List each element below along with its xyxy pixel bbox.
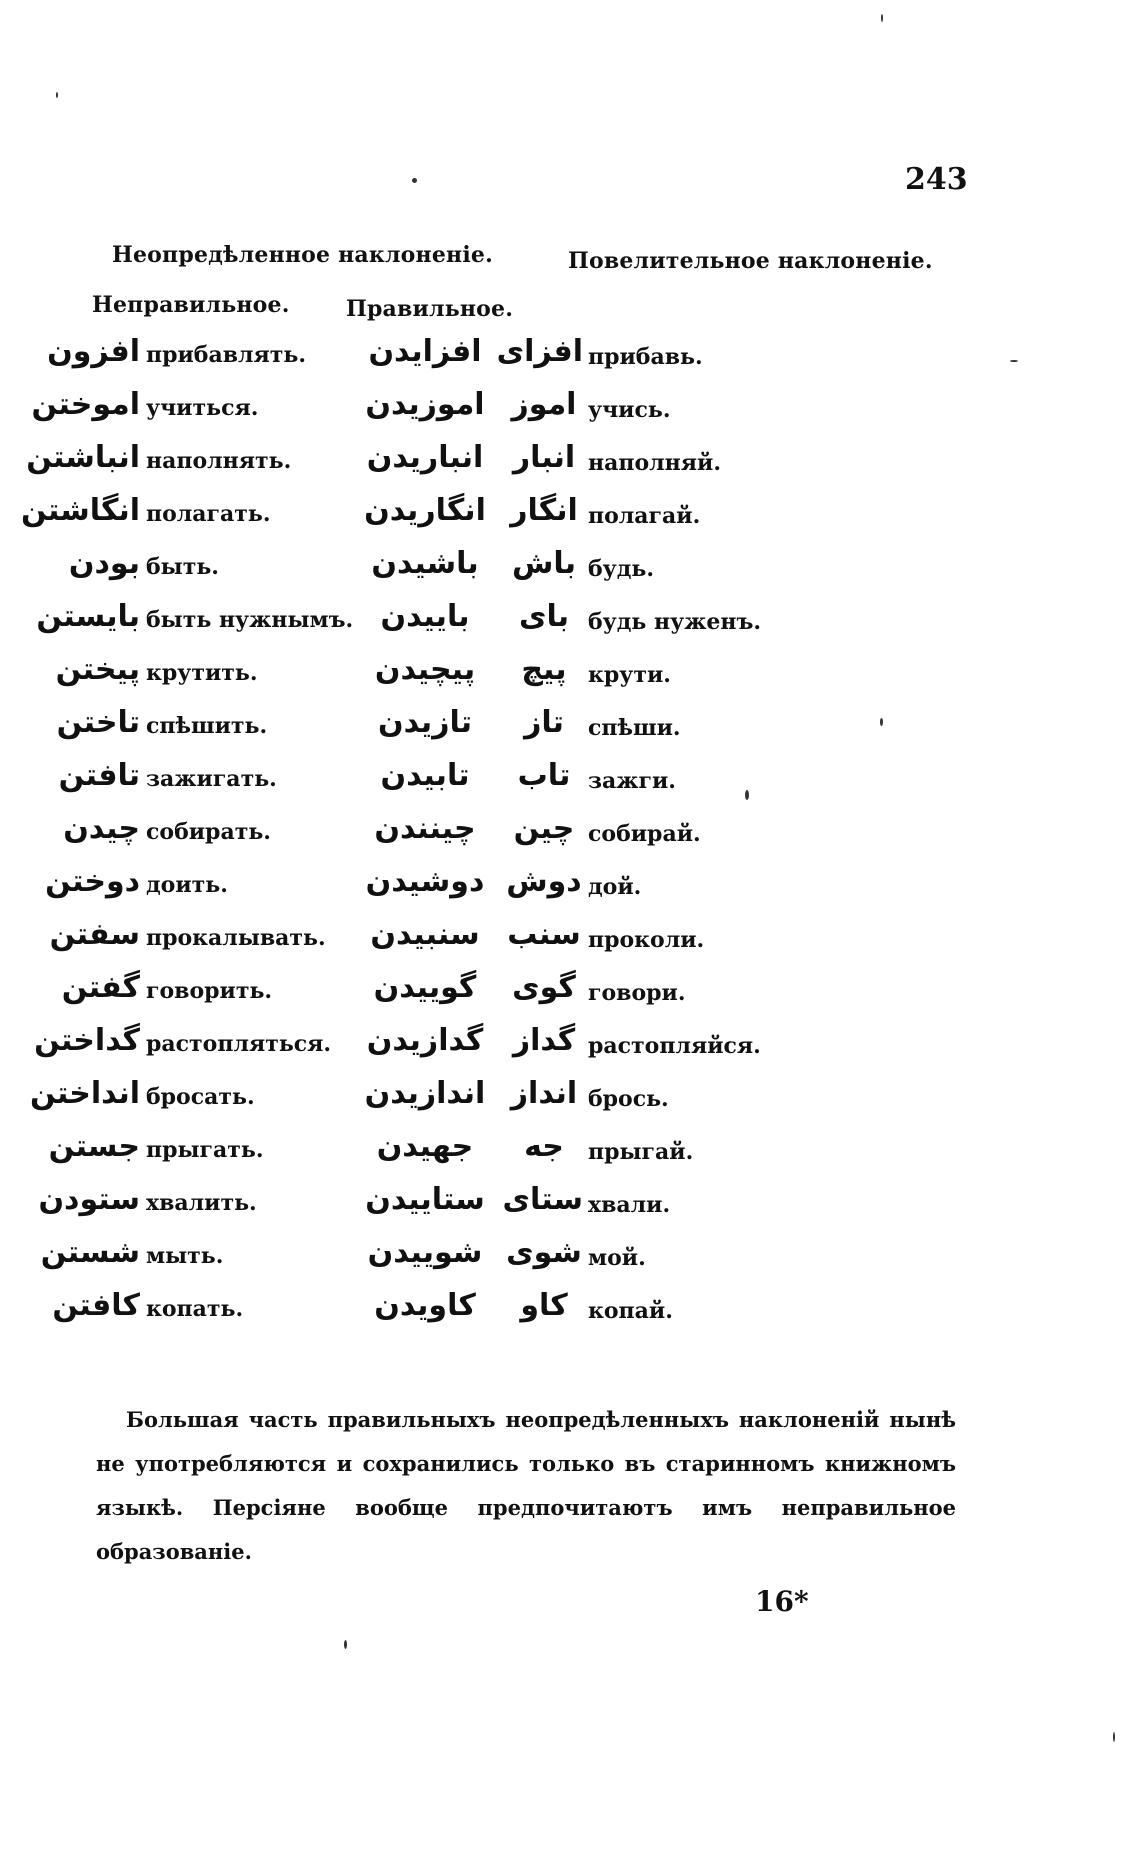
irregular-persian: افزون bbox=[47, 334, 140, 369]
print-speck bbox=[56, 92, 58, 98]
regular-persian: شوییدن bbox=[367, 1235, 483, 1270]
print-speck bbox=[1010, 360, 1018, 362]
imperative-persian: باش bbox=[512, 546, 576, 581]
imperative-persian: انگار bbox=[510, 493, 578, 528]
regular-persian: اموزیدن bbox=[365, 387, 485, 422]
verb-row bbox=[0, 330, 1140, 383]
regular-persian: ستاییدن bbox=[365, 1182, 485, 1217]
irregular-russian: хвалить. bbox=[146, 1190, 257, 1216]
header-regular: Правильное. bbox=[346, 296, 514, 322]
imperative-russian: крути. bbox=[588, 662, 671, 688]
irregular-russian: быть нужнымъ. bbox=[146, 607, 354, 633]
irregular-persian: گفتن bbox=[61, 970, 140, 1005]
imperative-russian: учись. bbox=[588, 397, 671, 423]
regular-persian: گوییدن bbox=[373, 970, 477, 1005]
imperative-persian: افزای bbox=[496, 334, 583, 369]
verb-row bbox=[0, 701, 1140, 754]
regular-persian: اندازیدن bbox=[364, 1076, 486, 1111]
irregular-persian: دوختن bbox=[45, 864, 140, 899]
verb-row bbox=[0, 436, 1140, 489]
imperative-persian: چین bbox=[513, 811, 575, 846]
explanatory-note: Большая часть правильныхъ неопредѣленныхъ наклоненій нынѣ не употребляются и сохранились только въ старинномъ книжномъ языкѣ. Персіяне вообще предпочитаютъ имъ неправильное образованіе. bbox=[96, 1407, 956, 1564]
irregular-persian: چیدن bbox=[63, 811, 140, 846]
verb-row bbox=[0, 1125, 1140, 1178]
irregular-russian: бросать. bbox=[146, 1084, 255, 1110]
verb-row bbox=[0, 860, 1140, 913]
regular-persian: انباریدن bbox=[366, 440, 484, 475]
irregular-russian: полагать. bbox=[146, 501, 271, 527]
verb-row bbox=[0, 913, 1140, 966]
imperative-russian: проколи. bbox=[588, 927, 705, 953]
imperative-russian: мой. bbox=[588, 1245, 646, 1271]
imperative-persian: اموز bbox=[511, 387, 577, 422]
irregular-persian: تافتن bbox=[58, 758, 140, 793]
print-speck bbox=[880, 718, 883, 726]
irregular-russian: говорить. bbox=[146, 978, 273, 1004]
irregular-persian: پیختن bbox=[55, 652, 140, 687]
irregular-russian: прыгать. bbox=[146, 1137, 264, 1163]
irregular-persian: ستودن bbox=[38, 1182, 140, 1217]
imperative-russian: будь. bbox=[588, 556, 655, 582]
imperative-russian: спѣши. bbox=[588, 715, 681, 741]
regular-persian: چینندن bbox=[374, 811, 476, 846]
imperative-persian: سنب bbox=[507, 917, 581, 952]
regular-persian: باشیدن bbox=[371, 546, 479, 581]
irregular-russian: спѣшить. bbox=[146, 713, 268, 739]
print-speck bbox=[1113, 1732, 1115, 1742]
regular-persian: افزایدن bbox=[368, 334, 482, 369]
irregular-russian: растопляться. bbox=[146, 1031, 332, 1057]
verb-row bbox=[0, 489, 1140, 542]
irregular-persian: شستن bbox=[40, 1235, 140, 1270]
imperative-persian: گوی bbox=[512, 970, 576, 1005]
imperative-persian: انداز bbox=[510, 1076, 578, 1111]
header-infinitive: Неопредѣленное наклоненіе. bbox=[112, 242, 493, 268]
regular-persian: گدازیدن bbox=[366, 1023, 484, 1058]
verb-row bbox=[0, 1178, 1140, 1231]
irregular-russian: прибавлять. bbox=[146, 342, 307, 368]
imperative-russian: брось. bbox=[588, 1086, 669, 1112]
verb-row bbox=[0, 1231, 1140, 1284]
imperative-persian: پیچ bbox=[521, 652, 567, 687]
regular-persian: دوشیدن bbox=[365, 864, 485, 899]
regular-persian: پیچیدن bbox=[374, 652, 476, 687]
irregular-russian: копать. bbox=[146, 1296, 244, 1322]
irregular-russian: мыть. bbox=[146, 1243, 224, 1269]
verb-table bbox=[0, 330, 1140, 1337]
imperative-russian: наполняй. bbox=[588, 450, 721, 476]
imperative-persian: انبار bbox=[512, 440, 576, 475]
imperative-russian: хвали. bbox=[588, 1192, 671, 1218]
regular-persian: کاویدن bbox=[374, 1288, 476, 1323]
imperative-persian: دوش bbox=[506, 864, 582, 899]
imperative-russian: собирай. bbox=[588, 821, 701, 847]
verb-row bbox=[0, 648, 1140, 701]
imperative-russian: дой. bbox=[588, 874, 642, 900]
regular-persian: تابیدن bbox=[380, 758, 470, 793]
imperative-persian: بای bbox=[518, 599, 570, 634]
irregular-persian: کافتن bbox=[52, 1288, 140, 1323]
print-speck bbox=[344, 1640, 347, 1649]
regular-persian: انگاریدن bbox=[364, 493, 486, 528]
page-number: 243 bbox=[905, 162, 968, 197]
irregular-russian: зажигать. bbox=[146, 766, 277, 792]
print-speck bbox=[745, 790, 749, 800]
imperative-russian: копай. bbox=[588, 1298, 673, 1324]
print-speck bbox=[881, 14, 883, 22]
imperative-russian: будь нуженъ. bbox=[588, 609, 762, 635]
imperative-persian: ستای bbox=[502, 1182, 583, 1217]
irregular-russian: быть. bbox=[146, 554, 219, 580]
imperative-persian: تاز bbox=[524, 705, 564, 740]
verb-row bbox=[0, 595, 1140, 648]
imperative-persian: تاب bbox=[517, 758, 571, 793]
verb-row bbox=[0, 807, 1140, 860]
verb-row bbox=[0, 754, 1140, 807]
irregular-russian: учиться. bbox=[146, 395, 259, 421]
irregular-persian: اموختن bbox=[31, 387, 140, 422]
regular-persian: سنبیدن bbox=[370, 917, 480, 952]
irregular-persian: انگاشتن bbox=[20, 493, 140, 528]
regular-persian: جهیدن bbox=[376, 1129, 474, 1164]
irregular-russian: собирать. bbox=[146, 819, 271, 845]
irregular-russian: наполнять. bbox=[146, 448, 292, 474]
irregular-russian: доить. bbox=[146, 872, 228, 898]
irregular-persian: بودن bbox=[68, 546, 140, 581]
regular-persian: باییدن bbox=[380, 599, 470, 634]
regular-persian: تازیدن bbox=[378, 705, 472, 740]
imperative-russian: зажги. bbox=[588, 768, 676, 794]
header-imperative: Повелительное наклоненіе. bbox=[568, 248, 933, 274]
imperative-persian: کاو bbox=[520, 1288, 568, 1323]
imperative-persian: شوی bbox=[506, 1235, 582, 1270]
print-speck bbox=[412, 178, 417, 183]
imperative-russian: говори. bbox=[588, 980, 686, 1006]
verb-row bbox=[0, 1019, 1140, 1072]
imperative-persian: گداز bbox=[512, 1023, 576, 1058]
irregular-persian: گداختن bbox=[34, 1023, 140, 1058]
imperative-russian: растопляйся. bbox=[588, 1033, 761, 1059]
verb-row bbox=[0, 542, 1140, 595]
header-irregular: Неправильное. bbox=[92, 292, 290, 318]
irregular-persian: جستن bbox=[48, 1129, 140, 1164]
signature-mark: 16* bbox=[755, 1585, 809, 1618]
imperative-russian: прибавь. bbox=[588, 344, 703, 370]
imperative-russian: прыгай. bbox=[588, 1139, 694, 1165]
verb-row bbox=[0, 966, 1140, 1019]
verb-row bbox=[0, 1072, 1140, 1125]
imperative-russian: полагай. bbox=[588, 503, 701, 529]
verb-row bbox=[0, 383, 1140, 436]
verb-row bbox=[0, 1284, 1140, 1337]
irregular-persian: بایستن bbox=[36, 599, 140, 634]
irregular-persian: تاختن bbox=[56, 705, 140, 740]
irregular-persian: سفتن bbox=[49, 917, 140, 952]
irregular-persian: انداختن bbox=[29, 1076, 140, 1111]
irregular-persian: انباشتن bbox=[26, 440, 140, 475]
irregular-russian: прокалывать. bbox=[146, 925, 326, 951]
irregular-russian: крутить. bbox=[146, 660, 258, 686]
imperative-persian: جه bbox=[524, 1129, 564, 1164]
